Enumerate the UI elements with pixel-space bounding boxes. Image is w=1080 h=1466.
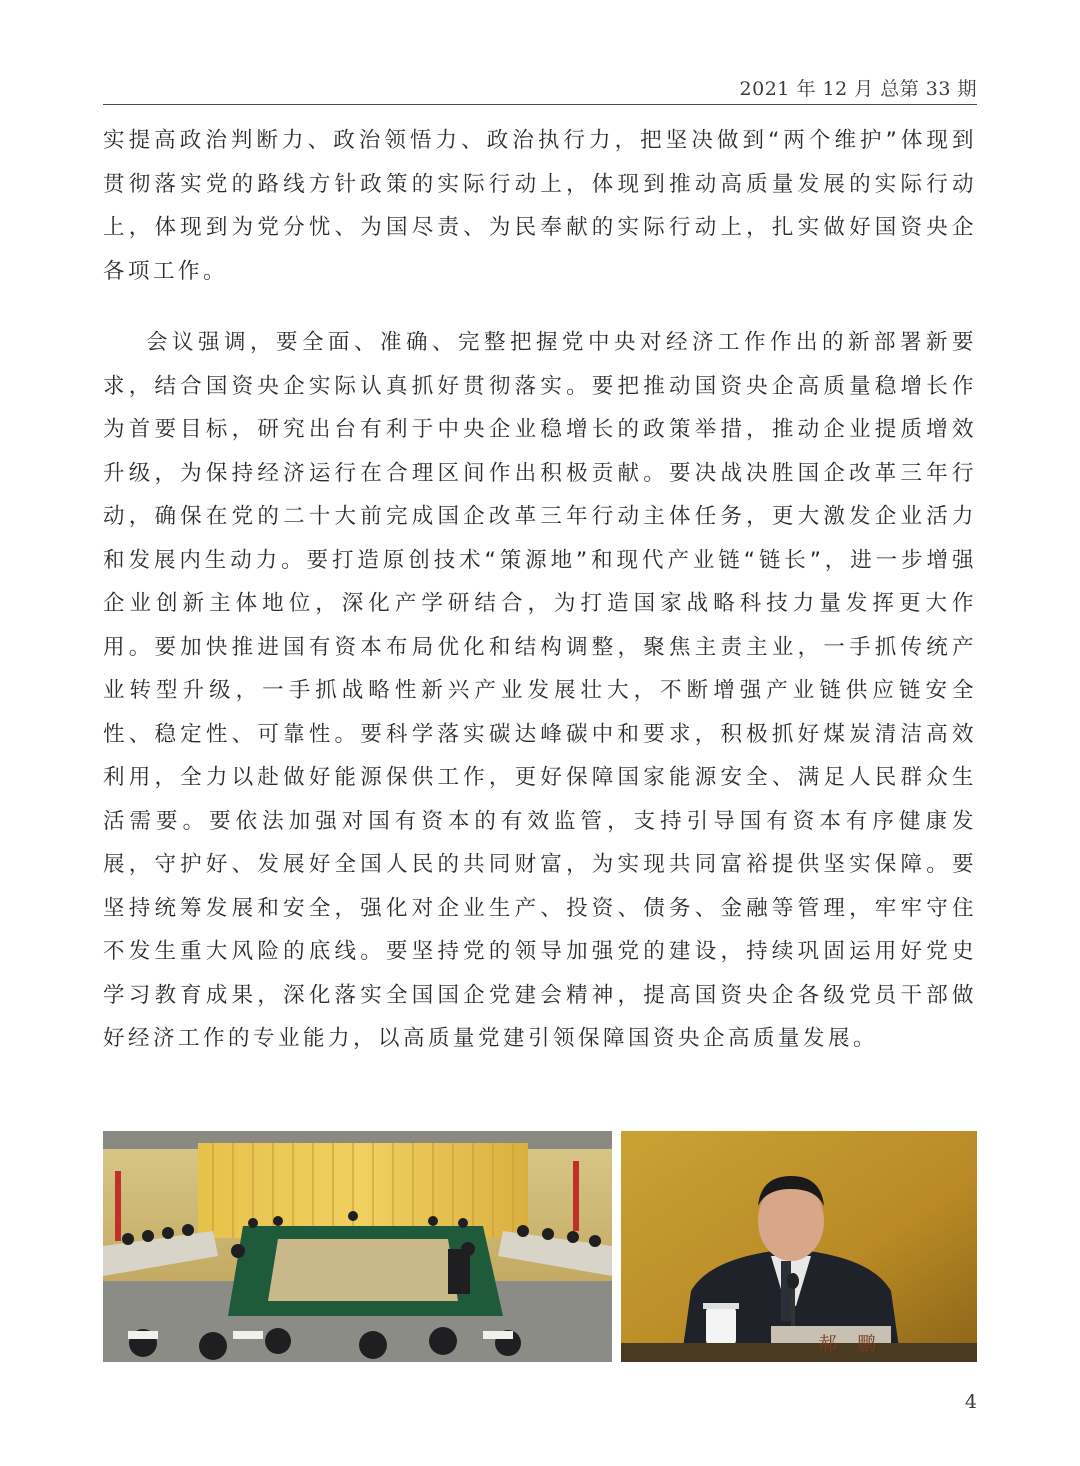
meeting-room-photo: [103, 1131, 612, 1362]
speaker-photo: [621, 1131, 977, 1362]
body-paragraph-2: 会议强调，要全面、准确、完整把握党中央对经济工作作出的新部署新要求，结合国资央企实际认真抓好贯彻落实。要把推动国资央企高质量稳增长作为首要目标，研究出台有利于中央企业稳增长的政策举措，推动企业提质增效升级，为保持经济运行在合理区间作出积极贡献。要决战决胜国企改革三年行动，确保在党的二十大前完成国企改革三年行动主体任务，更大激发企业活力和发展内生动力。要打造原创技术“策源地”和现代产业链“链长”，进一步增强企业创新主体地位，深化产学研结合，为打造国家战略科技力量发挥更大作用。要加快推进国有资本布局优化和结构调整，聚焦主责主业，一手抓传统产业转型升级，一手抓战略性新兴产业发展壮大，不断增强产业链供应链安全性、稳定性、可靠性。要科学落实碳达峰碳中和要求，积极抓好煤炭清洁高效利用，全力以赴做好能源保供工作，更好保障国家能源安全、满足人民群众生活需要。要依法加强对国有资本的有效监管，支持引导国有资本有序健康发展，守护好、发展好全国人民的共同财富，为实现共同富裕提供坚实保障。要坚持统筹发展和安全，强化对企业生产、投资、债务、金融等管理，牢牢守住不发生重大风险的底线。要坚持党的领导加强党的建设，持续巩固运用好党史学习教育成果，深化落实全国国企党建会精神，提高国资央企各级党员干部做好经济工作的专业能力，以高质量党建引领保障国资央企高质量发展。: [103, 330, 977, 1051]
header-divider: [103, 104, 977, 105]
issue-header: 2021 年 12 月 总第 33 期: [739, 78, 977, 100]
body-paragraph-1: 实提高政治判断力、政治领悟力、政治执行力，把坚决做到“两个维护”体现到贯彻落实党的路线方针政策的实际行动上，体现到推动高质量发展的实际行动上，体现到为党分忧、为国尽责、为民奉献的实际行动上，扎实做好国资央企各项工作。: [103, 128, 977, 284]
page-number: 4: [964, 1391, 977, 1413]
nameplate-label: 郝鹏: [818, 1333, 897, 1355]
